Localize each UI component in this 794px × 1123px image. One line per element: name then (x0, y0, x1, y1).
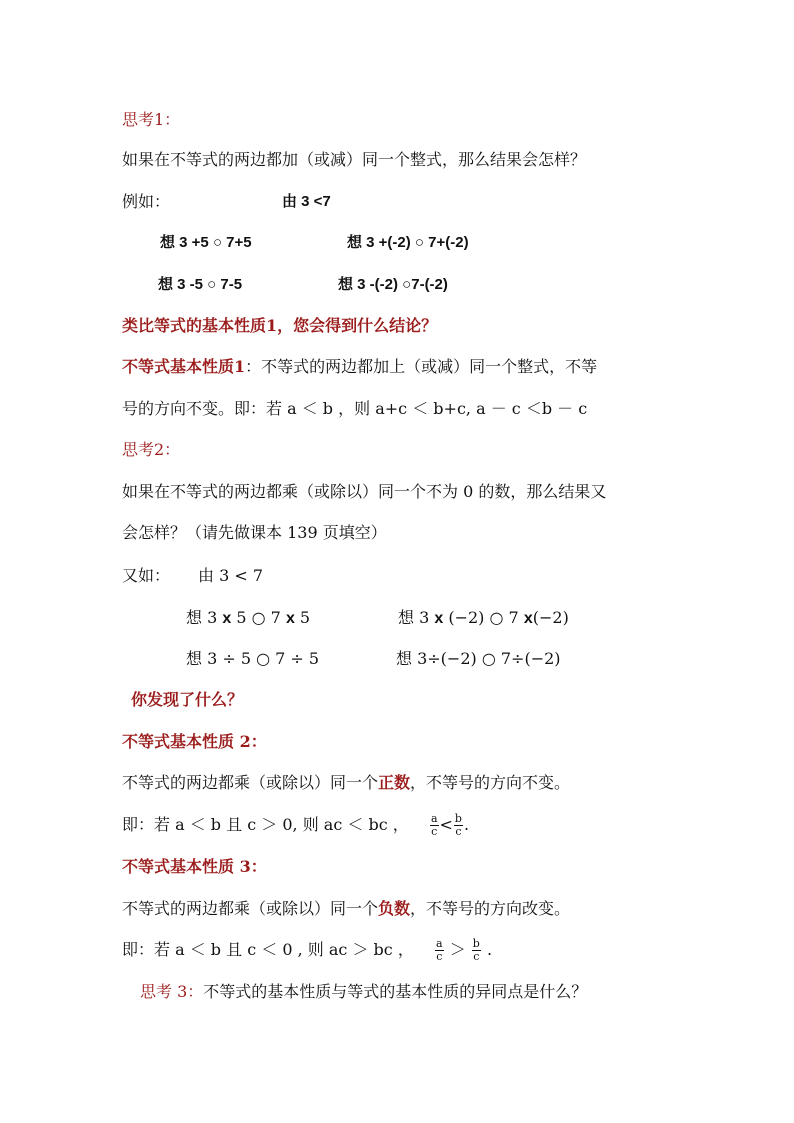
frac-num: b (454, 812, 462, 825)
property1-label: 不等式基本性质1 (122, 357, 246, 376)
property3-relation: ＞ (449, 940, 466, 959)
property3-formula-text: 即：若 a ＜ b 且 c ＜ 0 , 则 ac ＞ bc ， (122, 940, 414, 959)
discover-prompt: 你发现了什么？ (131, 690, 244, 709)
fraction-a-over-c (435, 938, 444, 963)
fraction-b-over-c (454, 813, 463, 838)
property3-highlight: 负数 (378, 899, 411, 918)
analogy-prompt: 类比等式的基本性质1，您会得到什么结论？ (122, 316, 438, 335)
frac-den: c (455, 825, 462, 838)
think2-row1-right-b: (−2) ○ 7 (443, 608, 524, 627)
think1-row1-right: 想 3 +(-2) ○ 7+(-2) (347, 234, 469, 251)
multiply-sign: x (434, 610, 444, 627)
think2-row1-right-c: (−2) (532, 608, 569, 627)
think2-row1-left-a: 想 3 (186, 608, 223, 627)
think1-row2-left: 想 3 -5 ○ 7-5 (158, 276, 243, 293)
frac-num: a (436, 937, 443, 950)
property1-text-line2: 号的方向不变。即：若 a ＜ b ，则 a+c ＜ b+c, a － c ＜b － c (122, 399, 588, 418)
think1-example-given: 由 3 <7 (282, 193, 331, 210)
think3-label: 思考 3： (140, 982, 204, 1001)
frac-num: a (430, 812, 438, 825)
think1-label: 思考1： (122, 110, 181, 129)
property1-line1 (122, 357, 597, 377)
property2-formula-text: 即：若 a ＜ b 且 c ＞ 0, 则 ac ＜ bc ， (122, 815, 409, 834)
think2-row1-left-b: 5 ○ 7 (231, 608, 286, 627)
multiply-sign: x (523, 610, 533, 627)
think2-example-given: 由 3 < 7 (198, 566, 264, 585)
property3-label: 不等式基本性质 3： (122, 857, 267, 876)
think1-question: 如果在不等式的两边都加（或减）同一个整式，那么结果会怎样？ (122, 150, 587, 169)
think1-row1-left: 想 3 +5 ○ 7+5 (160, 234, 252, 251)
property3-text (122, 899, 570, 919)
think2-row2-right: 想 3÷(−2) ○ 7÷(−2) (396, 649, 561, 668)
property2-end: . (463, 815, 470, 834)
fraction-b-over-c (472, 938, 481, 963)
think1-row2-right: 想 3 -(-2) ○7-(-2) (338, 276, 448, 293)
think2-row1-left (186, 608, 310, 629)
frac-den: c (431, 825, 438, 838)
think2-question-line2: 会怎样？（请先做课本 139 页填空） (122, 523, 387, 542)
property3-text-after: ，不等号的方向改变。 (410, 899, 571, 918)
property2-label: 不等式基本性质 2： (122, 732, 267, 751)
property2-highlight: 正数 (378, 773, 411, 792)
multiply-sign: x (222, 610, 232, 627)
property3-formula (122, 936, 492, 964)
think3-question: 不等式的基本性质与等式的基本性质的异同点是什么？ (203, 982, 588, 1001)
think2-label: 思考2： (122, 440, 181, 459)
multiply-sign: x (285, 610, 295, 627)
think2-row1-left-c: 5 (294, 608, 311, 627)
property2-text-after: ，不等号的方向不变。 (410, 773, 571, 792)
think2-question-line1: 如果在不等式的两边都乘（或除以）同一个不为 0 的数，那么结果又 (122, 482, 607, 501)
fraction-a-over-c (430, 813, 439, 838)
think1-example-label: 例如： (122, 192, 171, 211)
property3-text-before: 不等式的两边都乘（或除以）同一个 (122, 899, 379, 918)
frac-den: c (436, 950, 443, 963)
property1-text-line1: ：不等式的两边都加上（或减）同一个整式，不等 (245, 357, 598, 376)
think2-row1-right (398, 608, 569, 629)
property2-text (122, 773, 570, 793)
think2-row1-right-a: 想 3 (398, 608, 435, 627)
property2-formula (122, 812, 469, 838)
frac-den: c (473, 950, 480, 963)
property3-end: . (486, 940, 493, 959)
think2-row2-left: 想 3 ÷ 5 ○ 7 ÷ 5 (186, 649, 320, 668)
think3-line (140, 982, 587, 1002)
frac-num: b (472, 937, 480, 950)
property2-text-before: 不等式的两边都乘（或除以）同一个 (122, 773, 379, 792)
think2-example-label: 又如： (122, 566, 171, 585)
property2-relation: < (439, 815, 453, 834)
